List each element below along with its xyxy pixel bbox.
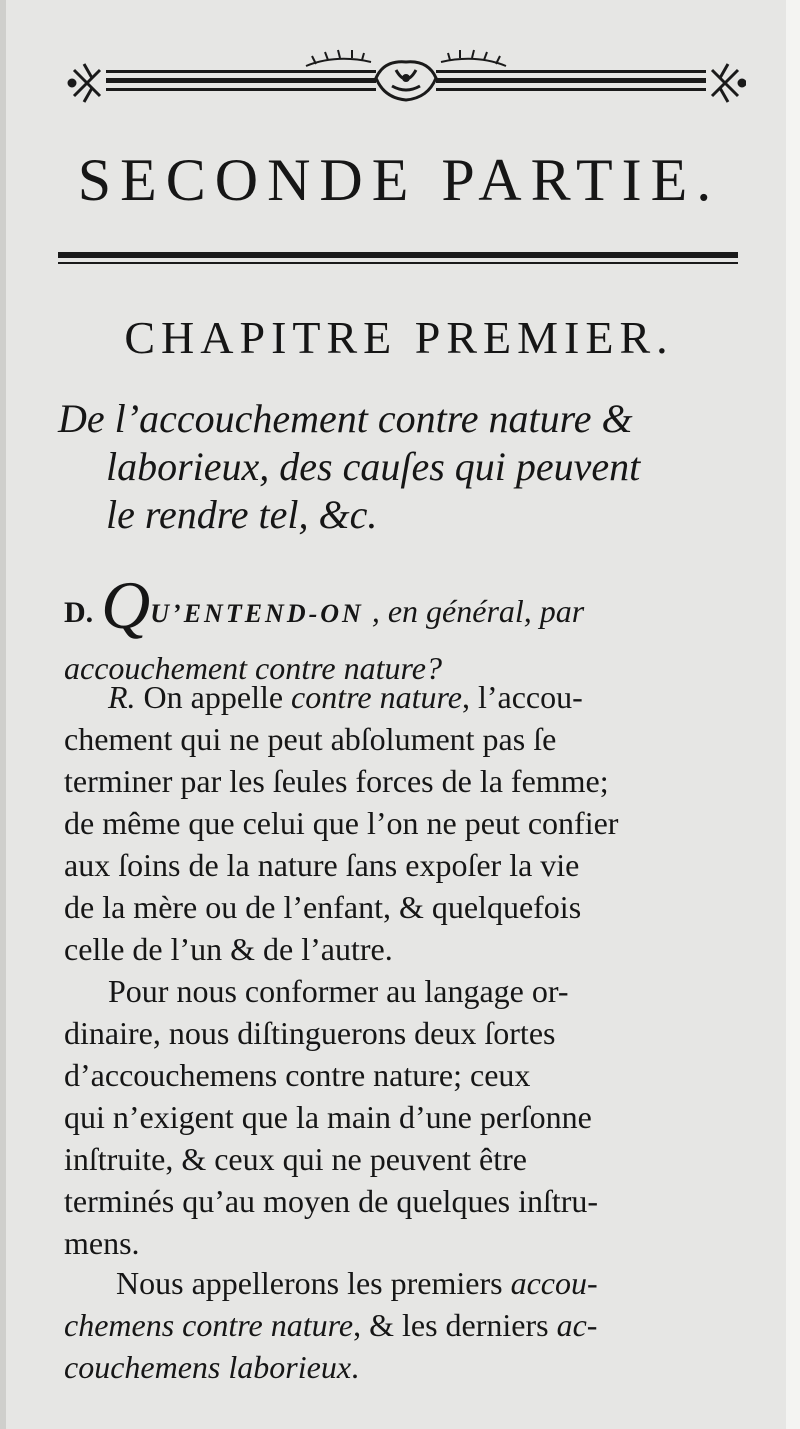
question-marker: D.	[64, 596, 94, 629]
answer-paragraph	[64, 676, 764, 970]
question-line: accouchement contre nature?	[64, 650, 442, 686]
paragraph-text: .	[351, 1349, 360, 1385]
paragraph-term: chemens contre nature	[64, 1307, 354, 1343]
answer-line: de même que celui que l’on ne peut confier	[64, 805, 619, 841]
chapter-subtitle	[58, 395, 750, 539]
answer-line: terminer par les ſeules forces de la femme;	[64, 763, 609, 799]
paragraph-term: ac-	[556, 1307, 598, 1343]
paragraph-term: accou-	[510, 1265, 598, 1301]
answer-term: contre nature	[291, 679, 462, 715]
paragraph-line: mens.	[64, 1225, 140, 1261]
ornament-headpiece	[66, 48, 746, 110]
subtitle-line: le rendre tel, &c.	[106, 492, 378, 537]
chapter-title: CHAPITRE PREMIER.	[124, 312, 674, 363]
question-smallcaps: U’ENTEND-ON	[150, 599, 364, 628]
question-paragraph	[64, 567, 764, 689]
double-rule-divider	[58, 252, 738, 268]
paragraph-line: inſtruite, & ceux qui ne peuvent être	[64, 1141, 527, 1177]
paragraph-text: Nous appellerons les premiers	[116, 1265, 503, 1301]
drop-cap: Q	[101, 567, 151, 643]
paragraph-text: , & les derniers	[353, 1307, 549, 1343]
paragraph-line: Pour nous conformer au langage or-	[108, 973, 569, 1009]
subtitle-line: De l’accouchement contre nature &	[58, 396, 633, 441]
answer-line: chement qui ne peut abſolument pas ſe	[64, 721, 557, 757]
paragraph-line: terminés qu’au moyen de quelques inſtru-	[64, 1183, 599, 1219]
paragraph-line: d’accouchemens contre nature; ceux	[64, 1057, 531, 1093]
subtitle-line: laborieux, des cauſes qui peuvent	[106, 444, 641, 489]
body-paragraph	[64, 970, 764, 1264]
body-paragraph	[64, 1262, 764, 1388]
paragraph-term: couchemens laborieux	[64, 1349, 352, 1385]
part-title: SECONDE PARTIE.	[77, 147, 721, 213]
question-text: , en général, par	[371, 593, 585, 629]
answer-line: celle de l’un & de l’autre.	[64, 931, 393, 967]
answer-marker: R.	[108, 679, 136, 715]
answer-text: On appelle	[143, 679, 284, 715]
answer-line: de la mère ou de l’enfant, & quelquefois	[64, 889, 582, 925]
answer-line: aux ſoins de la nature ſans expoſer la vie	[64, 847, 580, 883]
answer-text: , l’accou-	[461, 679, 583, 715]
paragraph-line: qui n’exigent que la main d’une perſonne	[64, 1099, 592, 1135]
paragraph-line: dinaire, nous diſtinguerons deux ſortes	[64, 1015, 556, 1051]
